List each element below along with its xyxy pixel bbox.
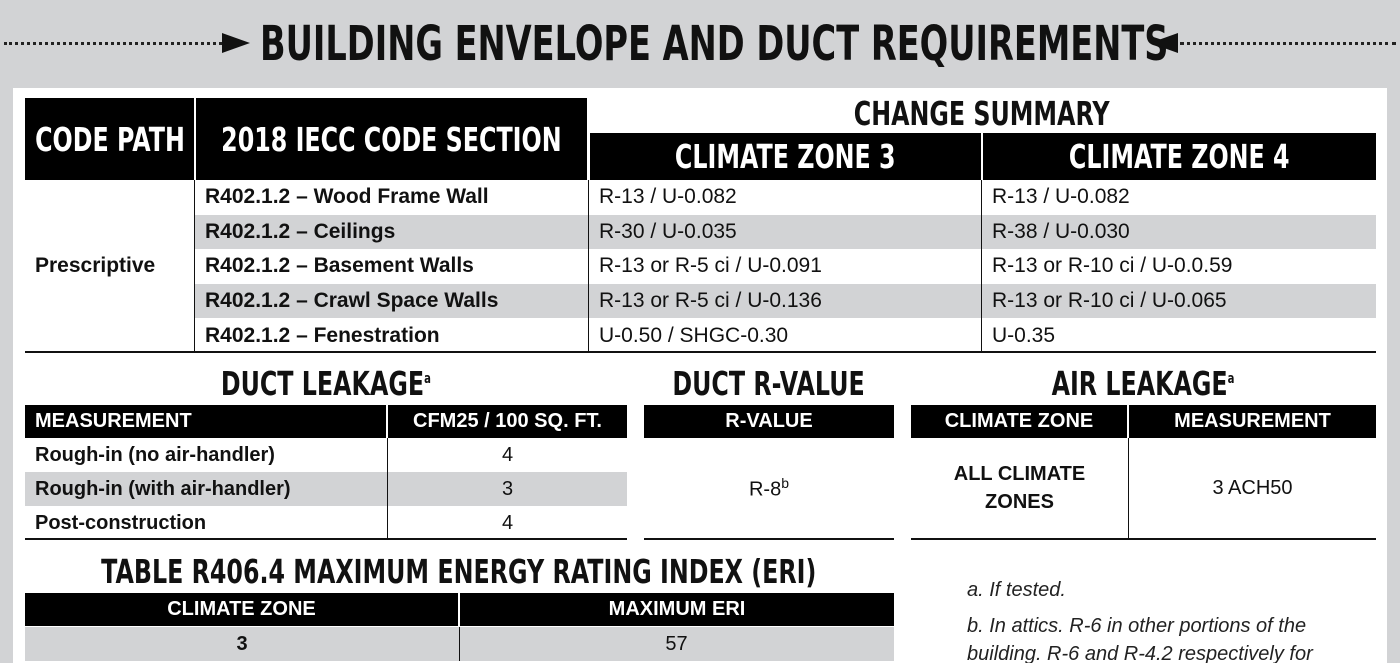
arrow-right-icon [222, 33, 250, 53]
air-measurement-cell: 3 ACH50 [1212, 476, 1293, 499]
duct-leakage-bottom-rule [25, 538, 627, 540]
air-zone-line2: ZONES [985, 491, 1054, 513]
row-zone3: R-13 or R-5 ci / U-0.136 [588, 284, 981, 319]
air-zone-cell [911, 438, 1128, 538]
row-section: R402.1.2 – Fenestration [205, 323, 440, 347]
table-row [195, 284, 1376, 319]
table-row [195, 249, 1376, 284]
header-eri-zone: CLIMATE ZONE [25, 593, 458, 626]
header-measurement: MEASUREMENT [25, 405, 386, 438]
air-leakage-title-text: AIR LEAKAGE [1052, 363, 1229, 403]
header-cfm: CFM25 / 100 SQ. FT. [388, 405, 627, 438]
header-code-section [196, 98, 587, 180]
row-zone3: R-13 / U-0.082 [588, 180, 981, 215]
footnote-a: a. If tested. [967, 579, 1066, 601]
footnote-b-line1: b. In attics. R-6 in other portions of the [967, 615, 1307, 637]
header-zone4 [983, 133, 1376, 180]
duct-row-value: 4 [387, 438, 627, 472]
header-zone3-label: CLIMATE ZONE 3 [675, 137, 896, 176]
arrow-left-icon [1150, 33, 1178, 53]
duct-row-label: Rough-in (no air-handler) [35, 443, 275, 466]
duct-row-label: Post-construction [35, 511, 207, 534]
duct-leakage-footnote-mark: a [424, 370, 432, 387]
row-zone4: U-0.35 [981, 318, 1376, 353]
header-air-measurement: MEASUREMENT [1129, 405, 1376, 438]
change-summary-label: CHANGE SUMMARY [854, 93, 1110, 133]
air-leakage-title [911, 362, 1376, 404]
row-zone3: U-0.50 / SHGC-0.30 [588, 318, 981, 353]
dotted-leader-right [1180, 42, 1396, 45]
header-eri-max: MAXIMUM ERI [460, 593, 894, 626]
duct-r-value-title [644, 362, 894, 404]
air-zone-line1: ALL CLIMATE [953, 463, 1086, 485]
list-item [25, 438, 627, 472]
content-panel [13, 88, 1387, 663]
row-section: R402.1.2 – Basement Walls [205, 254, 474, 278]
dotted-leader-left [4, 42, 222, 45]
row-section: R402.1.2 – Ceilings [205, 219, 396, 243]
eri-table-title [25, 550, 893, 592]
page-banner [0, 0, 1400, 88]
header-code-path [25, 98, 194, 180]
list-item [25, 472, 627, 506]
duct-r-value-bottom-rule [644, 538, 894, 540]
table-row [195, 215, 1376, 250]
row-section: R402.1.2 – Wood Frame Wall [205, 185, 489, 209]
header-r-value: R-VALUE [644, 405, 894, 438]
row-zone4: R-13 or R-10 ci / U-0.065 [981, 284, 1376, 319]
header-zone3 [590, 133, 981, 180]
table-row [195, 180, 1376, 215]
row-zone3: R-30 / U-0.035 [588, 215, 981, 250]
code-path-label: Prescriptive [35, 254, 156, 277]
header-zone4-label: CLIMATE ZONE 4 [1069, 137, 1290, 176]
r-value-cell [644, 438, 894, 538]
duct-r-value-title-text: DUCT R-VALUE [672, 363, 866, 403]
eri-zone: 3 [236, 632, 248, 655]
table-bottom-rule [25, 351, 1376, 353]
eri-max: 57 [459, 627, 893, 661]
duct-row-value: 3 [387, 472, 627, 506]
r-value-text: R-8 [748, 478, 782, 501]
row-section: R402.1.2 – Crawl Space Walls [205, 289, 499, 313]
header-climate-zone: CLIMATE ZONE [911, 405, 1127, 438]
header-code-section-label: 2018 IECC CODE SECTION [221, 119, 562, 159]
table-row [25, 627, 894, 661]
row-zone4: R-13 / U-0.082 [981, 180, 1376, 215]
row-zone4: R-13 or R-10 ci / U-0.0.59 [981, 249, 1376, 284]
duct-leakage-title [25, 362, 627, 404]
page-title: BUILDING ENVELOPE AND DUCT REQUIREMENTS [260, 16, 1169, 72]
footnote-b-line2: building. R-6 and R-4.2 respectively for [967, 643, 1313, 663]
air-leakage-footnote-mark: a [1228, 370, 1235, 387]
air-leakage-bottom-rule [911, 538, 1376, 540]
list-item [25, 506, 627, 540]
table-row [195, 318, 1376, 353]
header-code-path-label: CODE PATH [34, 119, 185, 159]
duct-row-value: 4 [387, 506, 627, 540]
r-value-footnote-mark: b [781, 474, 790, 491]
change-summary-title [588, 94, 1376, 132]
duct-row-label: Rough-in (with air-handler) [35, 477, 291, 500]
eri-table-title-text: TABLE R406.4 MAXIMUM ENERGY RATING INDEX (ERI) [101, 551, 817, 591]
duct-leakage-title-text: DUCT LEAKAGE [220, 363, 425, 403]
row-zone3: R-13 or R-5 ci / U-0.091 [588, 249, 981, 284]
row-zone4: R-38 / U-0.030 [981, 215, 1376, 250]
